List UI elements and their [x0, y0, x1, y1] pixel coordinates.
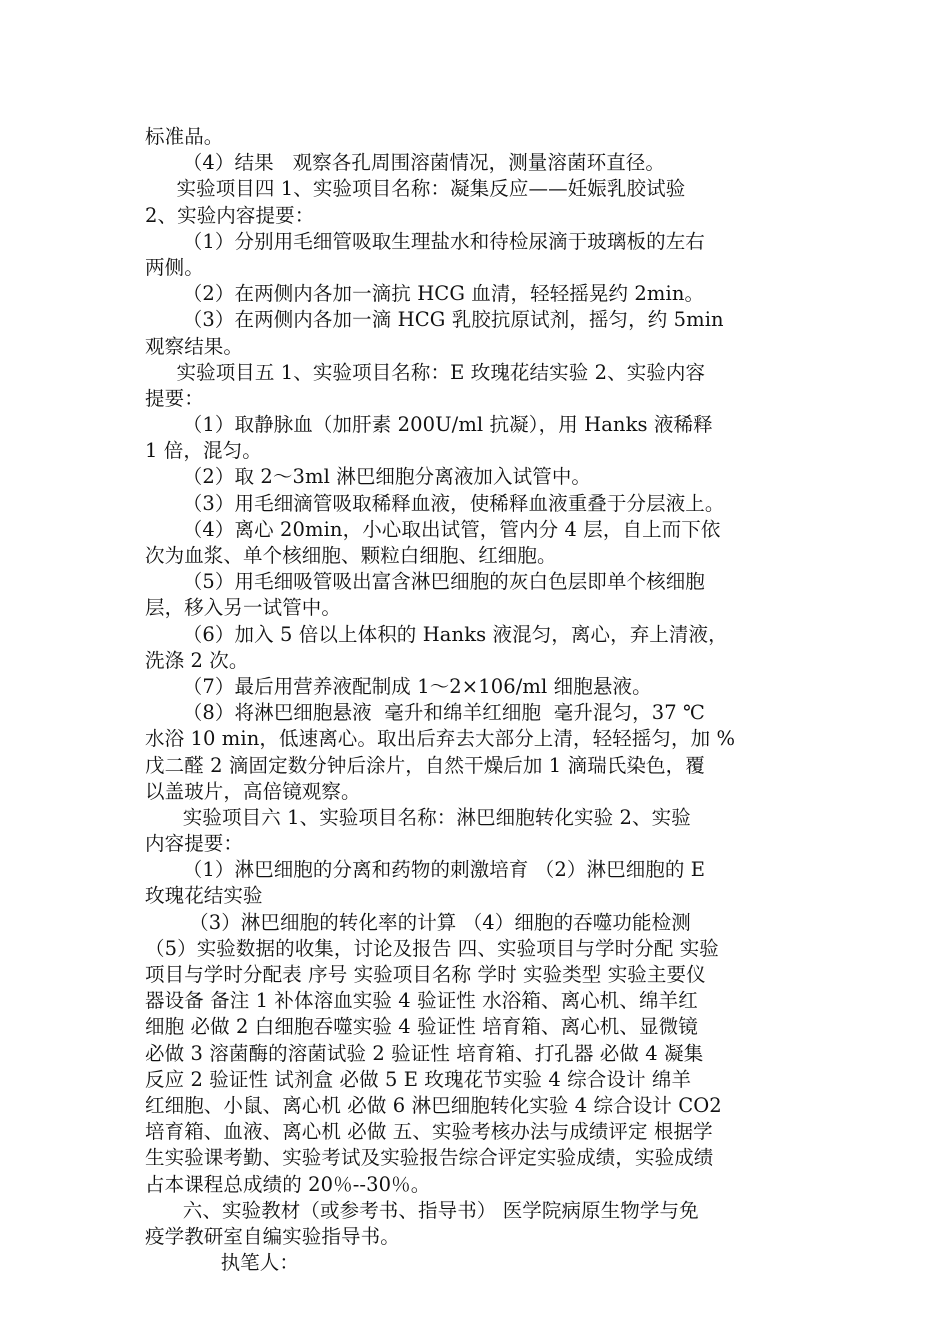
- text-line: 实验项目六 1、实验项目名称：淋巴细胞转化实验 2、实验: [145, 805, 691, 829]
- text-line: 六、实验教材（或参考书、指导书） 医学院病原生物学与免: [145, 1198, 699, 1222]
- text-line: 次为血浆、单个核细胞、颗粒白细胞、红细胞。: [145, 544, 557, 567]
- text-line: （4）结果 观察各孔周围溶菌情况，测量溶菌环直径。: [145, 151, 665, 175]
- text-line: 执笔人：: [145, 1251, 299, 1275]
- text-line: 标准品。: [145, 125, 224, 148]
- text-line: （8）将淋巴细胞悬液 毫升和绵羊红细胞 毫升混匀，37 ℃: [145, 701, 705, 725]
- text-line: 实验项目五 1、实验项目名称：E 玫瑰花结实验 2、实验内容: [145, 360, 706, 384]
- text-line: 必做 3 溶菌酶的溶菌试验 2 验证性 培育箱、打孔器 必做 4 凝集: [145, 1041, 704, 1065]
- text-line: 内容提要：: [145, 832, 244, 856]
- text-line: 项目与学时分配表 序号 实验项目名称 学时 实验类型 实验主要仪: [145, 963, 706, 986]
- text-line: 反应 2 验证性 试剂盒 必做 5 E 玫瑰花节实验 4 综合设计 绵羊: [145, 1067, 692, 1091]
- text-line: 观察结果。: [145, 334, 244, 358]
- text-line: 水浴 10 min，低速离心。取出后弃去大部分上清，轻轻摇匀，加 %: [145, 727, 736, 751]
- text-line: 1 倍，混匀。: [145, 439, 262, 463]
- text-line: 生实验课考勤、实验考试及实验报告综合评定实验成绩，实验成绩: [145, 1146, 714, 1170]
- text-line: （3）淋巴细胞的转化率的计算 （4）细胞的吞噬功能检测: [145, 910, 691, 934]
- text-line: （1）分别用毛细管吸取生理盐水和待检尿滴于玻璃板的左右: [145, 229, 705, 253]
- text-line: （3）用毛细滴管吸取稀释血液，使稀释血液重叠于分层液上。: [145, 491, 725, 515]
- text-line: （2）在两侧内各加一滴抗 HCG 血清，轻轻摇晃约 2min。: [145, 282, 705, 306]
- text-line: （1）取静脉血（加肝素 200U/ml 抗凝），用 Hanks 液稀释: [145, 413, 713, 437]
- text-line: 占本课程总成绩的 20％--30％。: [145, 1172, 431, 1196]
- text-line: 戊二醛 2 滴固定数分钟后涂片，自然干燥后加 1 滴瑞氏染色，覆: [145, 753, 705, 777]
- text-line: 2、实验内容提要：: [145, 203, 315, 227]
- text-line: （6）加入 5 倍以上体积的 Hanks 液混匀，离心，弃上清液，: [145, 622, 728, 646]
- text-line: 以盖玻片，高倍镜观察。: [145, 779, 361, 803]
- text-line: 培育箱、血液、离心机 必做 五、实验考核办法与成绩评定 根据学: [145, 1120, 713, 1144]
- text-line: 洗涤 2 次。: [145, 648, 249, 672]
- text-line: 器设备 备注 1 补体溶血实验 4 验证性 水浴箱、离心机、绵羊红: [145, 989, 698, 1013]
- document-body: [145, 124, 813, 1276]
- text-line: （7）最后用营养液配制成 1～2×106/ml 细胞悬液。: [145, 674, 652, 698]
- text-line: 玫瑰花结实验: [145, 884, 263, 908]
- text-line: （4）离心 20min，小心取出试管，管内分 4 层，自上而下依: [145, 517, 721, 541]
- text-line: 提要：: [145, 386, 204, 410]
- text-line: 疫学教研室自编实验指导书。: [145, 1224, 400, 1248]
- text-line: （1）淋巴细胞的分离和药物的刺激培育 （2）淋巴细胞的 E: [145, 858, 706, 882]
- text-line: 红细胞、小鼠、离心机 必做 6 淋巴细胞转化实验 4 综合设计 CO2: [145, 1093, 722, 1117]
- text-line: 实验项目四 1、实验项目名称：凝集反应——妊娠乳胶试验: [145, 177, 686, 201]
- text-line: 细胞 必做 2 白细胞吞噬实验 4 验证性 培育箱、离心机、显微镜: [145, 1015, 698, 1039]
- text-line: 两侧。: [145, 255, 204, 279]
- text-line: （5）用毛细吸管吸出富含淋巴细胞的灰白色层即单个核细胞: [145, 570, 705, 594]
- text-line: （2）取 2～3ml 淋巴细胞分离液加入试管中。: [145, 465, 592, 489]
- text-line: （5）实验数据的收集，讨论及报告 四、实验项目与学时分配 实验: [145, 936, 719, 960]
- text-line: 层，移入另一试管中。: [145, 596, 342, 620]
- text-line: （3）在两侧内各加一滴 HCG 乳胶抗原试剂，摇匀，约 5min: [145, 308, 724, 332]
